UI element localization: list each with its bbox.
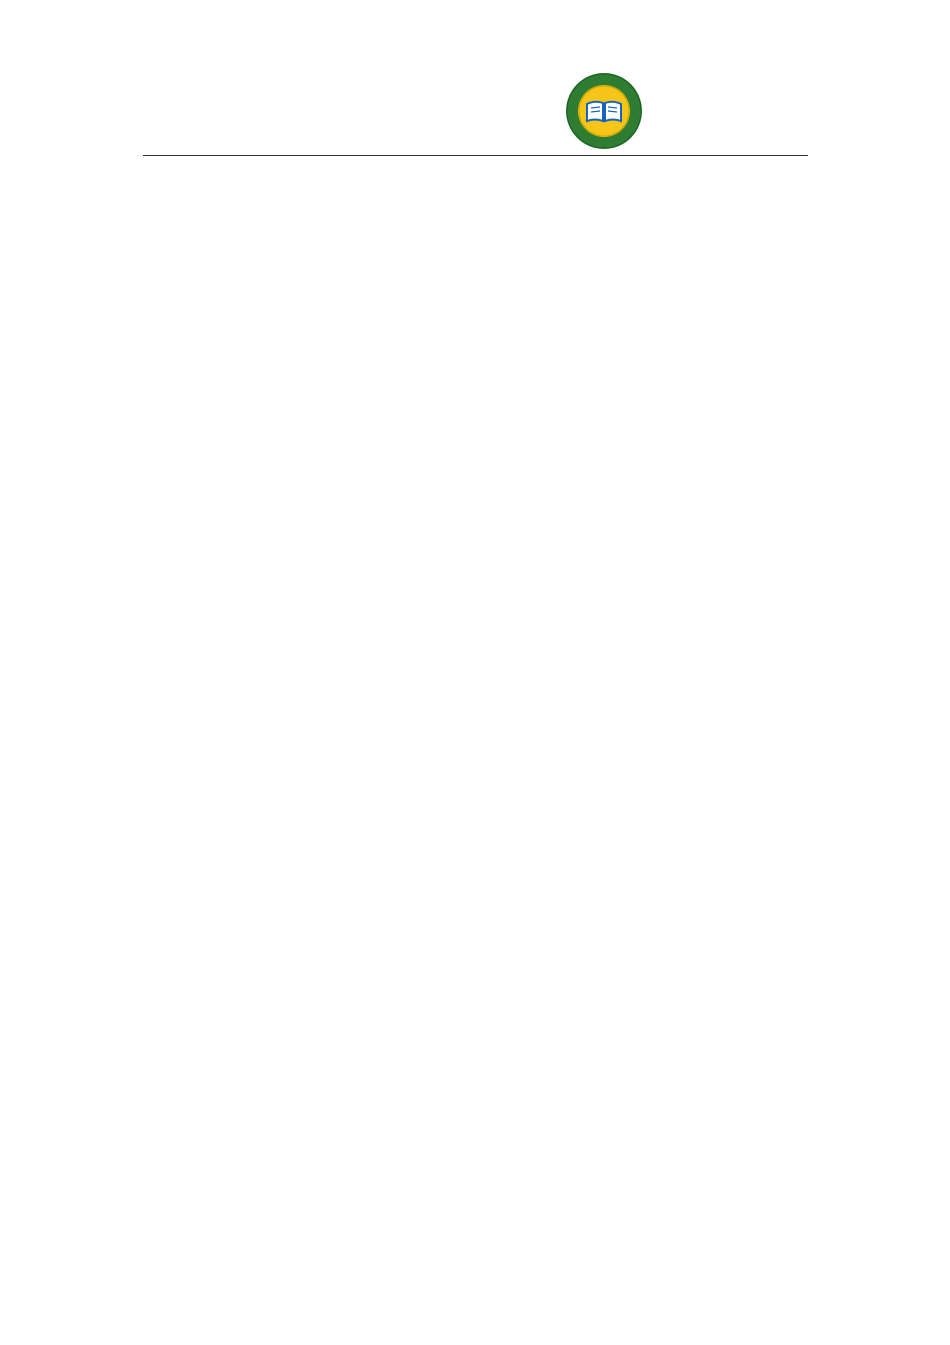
text-line <box>143 910 808 960</box>
text-line <box>143 710 808 760</box>
text-line <box>143 310 808 360</box>
text-line <box>143 760 808 810</box>
section-heading-2-1 <box>143 1010 808 1060</box>
text-line <box>143 210 808 260</box>
text-line <box>143 1110 808 1160</box>
body-text <box>143 160 808 1210</box>
logo-text-block <box>645 76 810 146</box>
text-line <box>143 360 808 410</box>
text-line <box>143 810 808 860</box>
text-line <box>143 410 808 460</box>
header-divider <box>143 155 808 156</box>
text-line <box>143 960 808 1010</box>
brand-name <box>645 96 810 126</box>
text-line <box>143 460 808 510</box>
section-heading-1-4 <box>143 260 808 310</box>
journal-header <box>565 72 810 158</box>
section-heading-1-5 <box>143 660 808 710</box>
text-line <box>143 160 808 210</box>
text-line <box>143 560 808 610</box>
qikanwang-emblem-icon <box>565 72 643 150</box>
section-heading-2 <box>143 860 808 910</box>
text-line <box>143 510 808 560</box>
text-line <box>143 1160 808 1210</box>
header-tagline <box>645 76 810 96</box>
text-line <box>143 610 808 660</box>
text-line <box>143 1060 808 1110</box>
brand-url <box>645 126 810 146</box>
